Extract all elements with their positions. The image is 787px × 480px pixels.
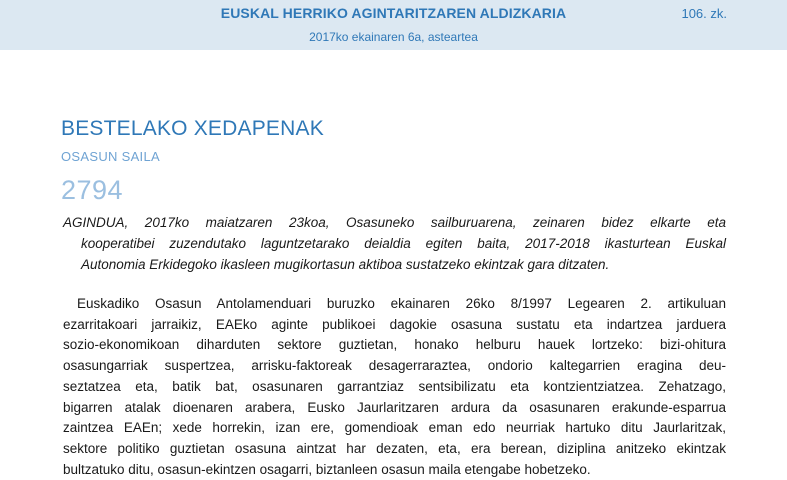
order-summary <box>63 212 726 275</box>
order-line: Autonomia Erkidegoko ikasleen mugikortasun aktiboa sustatzeko ekintzak gara ditzaten. <box>81 257 610 272</box>
issue-date: 2017ko ekainaren 6a, asteartea <box>309 30 478 44</box>
issue-number: 106. zk. <box>681 6 727 21</box>
body-line: sektore politiko guztietan osasuna aintzat har dezaten, eta, era berean, diziplina anitzeko ekintzak <box>63 440 726 456</box>
page-header <box>0 0 787 50</box>
section-title: BESTELAKO XEDAPENAK <box>61 117 324 140</box>
body-line: bultzatuko ditu, osasun-ekintzen osagarri, biztanleen osasun maila etengabe hobetzeko. <box>63 461 591 477</box>
body-line: osasungarriak suspertzea, arrisku-faktoreak desagerraraztea, ondorio kaltegarrien eragina deu- <box>63 358 726 374</box>
body-line: ezarritakoari jarraikiz, EAEko aginte publikoei dagokie osasuna sustatu eta indartzea jarduera <box>63 316 726 332</box>
document-number: 2794 <box>61 175 124 205</box>
journal-title: EUSKAL HERRIKO AGINTARITZAREN ALDIZKARIA <box>220 5 567 21</box>
body-line: bigarren atalak dioenaren arabera, Eusko Jaurlaritzaren ardura da osasunaren erakunde-esparrua <box>63 399 726 415</box>
body-line: zaintzea EAEn; xede horrekin, izan ere, gomendioak eman edo neurriak hartuko ditu Jaurlaritzak, <box>63 420 726 436</box>
order-line: AGINDUA, 2017ko maiatzaren 23koa, Osasuneko sailburuarena, zeinaren bidez elkarte eta <box>63 215 726 230</box>
body-line: seztatzea eta, batik bat, osasunaren garrantziaz sentsibilizatu eta kontzientziatzea. Zehatzago, <box>63 378 726 394</box>
body-line: sozio-ekonomikoan diharduten sektore guztietan, honako helburu hauek lortzeko: bizi-ohitura <box>63 337 726 353</box>
body-line: Euskadiko Osasun Antolamenduari buruzko ekainaren 26ko 8/1997 Legearen 2. artikuluan <box>77 296 726 311</box>
department-name: OSASUN SAILA <box>61 149 160 164</box>
body-paragraph <box>63 294 726 480</box>
order-line: kooperatibei zuzendutako laguntzetarako deialdia egiten baita, 2017-2018 ikasturtean Euskal <box>81 236 726 251</box>
